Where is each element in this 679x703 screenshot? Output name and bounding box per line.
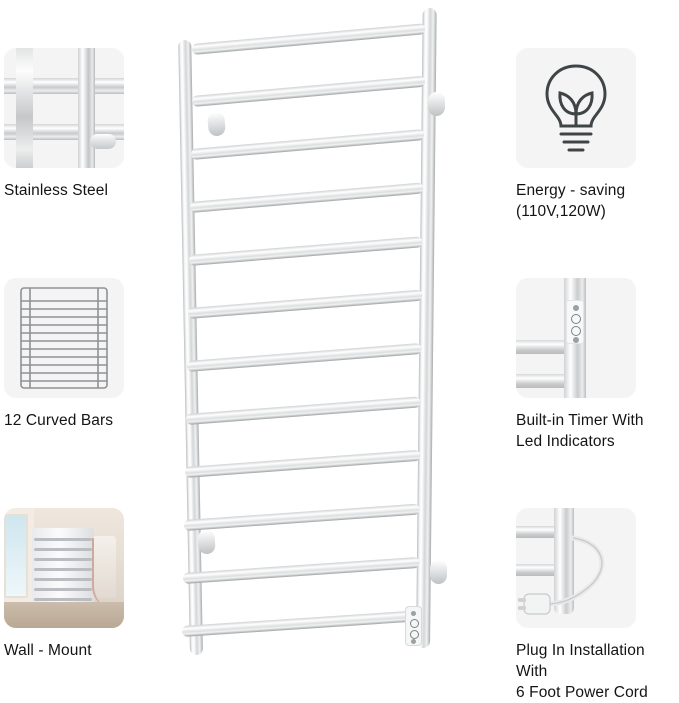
product-timer-panel[interactable] (405, 606, 422, 646)
feature-caption: Built-in Timer With (516, 412, 644, 429)
product-rung (188, 290, 423, 319)
mounting-knob-bottom-left (197, 529, 216, 554)
feature-built-in-timer (516, 278, 668, 452)
feature-wall-mount (4, 508, 156, 661)
feature-caption: Plug In Installation With (516, 642, 645, 680)
feature-caption-line2: (110V,120W) (516, 203, 606, 220)
feature-stainless-steel (4, 48, 156, 201)
product-rung (187, 343, 422, 372)
lightbulb-leaf-icon (516, 48, 636, 168)
product-left-rail (178, 40, 203, 655)
feature-energy-saving (516, 48, 668, 222)
feature-caption: 12 Curved Bars (4, 412, 114, 429)
feature-caption: Wall - Mount (4, 642, 92, 659)
product-rung (186, 396, 421, 425)
feature-caption-line2: Led Indicators (516, 433, 615, 450)
mounting-knob-icon (90, 134, 116, 149)
mounting-knob-bottom-right (430, 560, 447, 584)
product-bottom-bar (182, 610, 420, 637)
feature-curved-bars (4, 278, 156, 431)
product-main-image (168, 0, 468, 695)
product-rung (189, 236, 423, 266)
product-rung (184, 504, 420, 531)
mounting-knob-top-right (428, 92, 445, 116)
mounting-knob-top-left (207, 111, 226, 136)
stainless-steel-closeup-icon (4, 48, 124, 168)
product-rung (185, 450, 421, 478)
product-top-bar (192, 23, 426, 55)
power-plug-cord-icon (516, 508, 636, 628)
curved-bars-diagram-icon (4, 278, 124, 398)
timer-control-panel-icon (516, 278, 636, 398)
product-rung (190, 182, 424, 213)
feature-plug-in-installation (516, 508, 668, 703)
wall-mount-photo-icon (4, 508, 124, 628)
feature-caption-line2: 6 Foot Power Cord (516, 684, 648, 701)
product-rung (192, 76, 426, 107)
timer-panel (566, 300, 584, 344)
product-rung (183, 557, 420, 584)
product-rung (191, 129, 425, 160)
feature-caption: Stainless Steel (4, 182, 109, 199)
feature-caption: Energy - saving (516, 182, 626, 199)
